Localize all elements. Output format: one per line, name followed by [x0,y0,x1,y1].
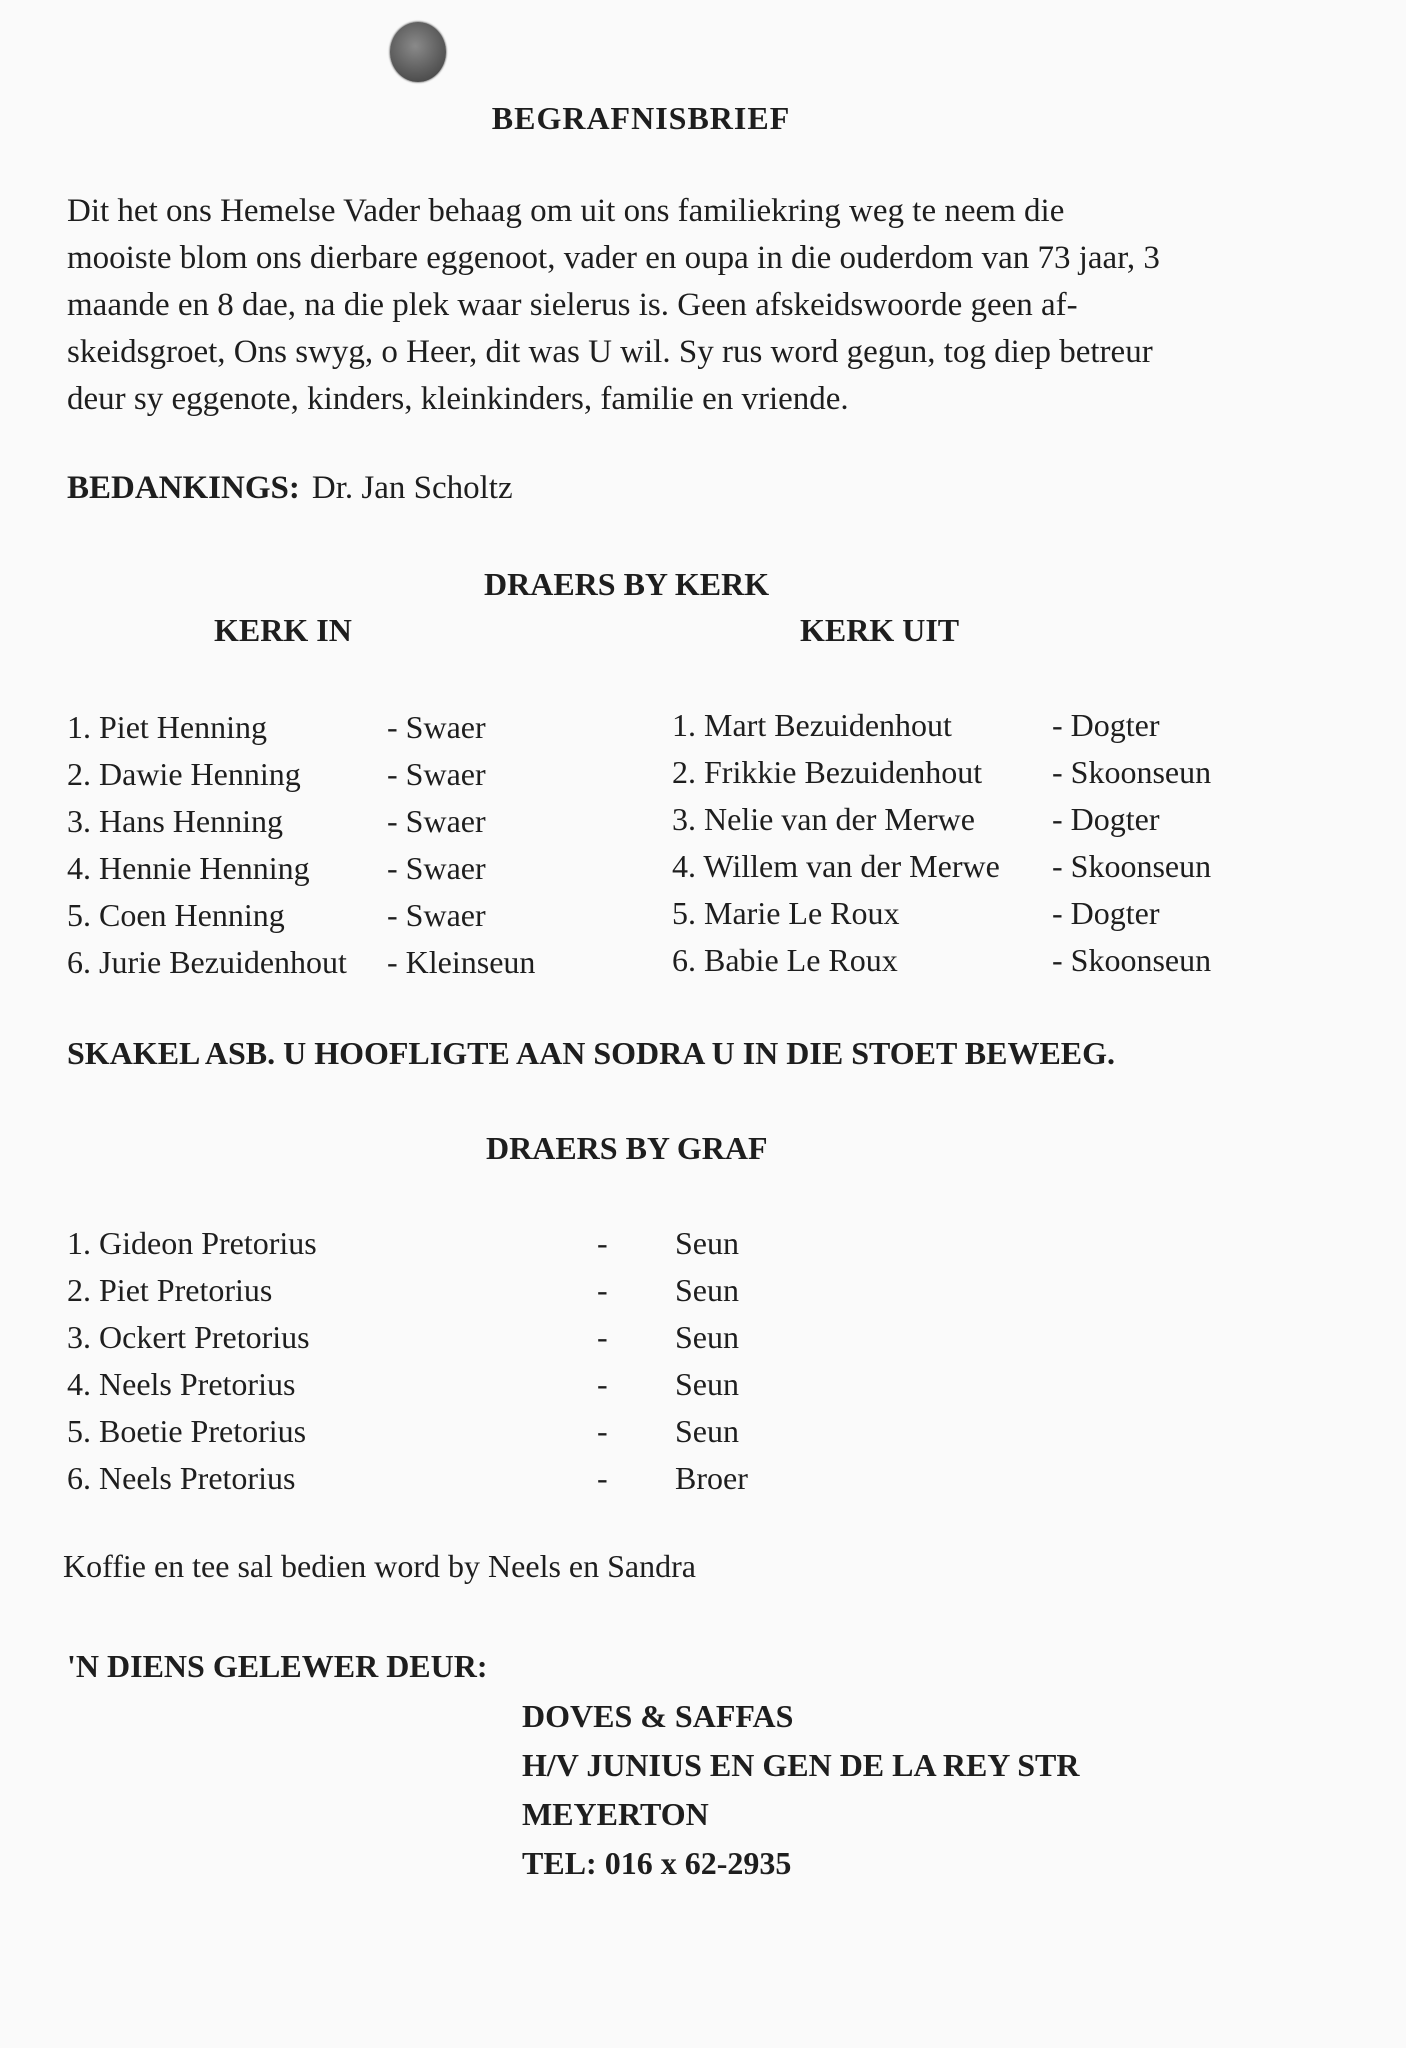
kerk-uit-heading: KERK UIT [800,612,960,648]
bearer-name: 5. Marie Le Roux [672,895,900,931]
bearer-name: 1. Mart Bezuidenhout [672,707,952,743]
bearer-name: 6. Babie Le Roux [672,942,898,978]
intro-paragraph [67,188,1267,423]
list-item [67,1220,827,1267]
list-item [672,702,1292,749]
letter-title: BEGRAFNISBRIEF [491,100,791,136]
bearer-relation: - Skoonseun [1052,754,1212,790]
bearer-relation: - Swaer [387,850,486,886]
kerk-in-list [67,704,627,986]
bearer-relation: - Skoonseun [1052,848,1212,884]
intro-line: deur sy eggenote, kinders, kleinkinders, familie en vriende. [67,381,849,417]
list-item [672,937,1292,984]
list-item [672,890,1292,937]
list-item [67,892,627,939]
graf-list [67,1220,827,1502]
kerk-uit-list [672,702,1292,984]
list-item [67,704,627,751]
list-item [672,843,1292,890]
bearer-name: 1. Piet Henning [67,709,267,745]
list-item [67,1267,827,1314]
service-label: 'N DIENS GELEWER DEUR: [67,1648,488,1684]
bearer-name: 3. Hans Henning [67,803,283,839]
list-item [67,1455,827,1502]
bearer-relation: Seun [675,1272,739,1308]
list-item [67,798,627,845]
bearer-relation: - Kleinseun [387,944,536,980]
intro-line: maande en 8 dae, na die plek waar sielerus is. Geen afskeidswoorde geen af- [67,287,1078,323]
bearer-name: 4. Neels Pretorius [67,1366,296,1402]
headlights-notice: SKAKEL ASB. U HOOFLIGTE AAN SODRA U IN DIE STOET BEWEEG. [67,1035,1116,1071]
bearer-relation: Seun [675,1413,739,1449]
thanks-line [67,470,513,507]
address-line: MEYERTON [522,1796,709,1832]
bearer-dash: - [597,1366,608,1402]
bearer-relation: - Dogter [1052,707,1160,743]
bearer-name: 4. Hennie Henning [67,850,310,886]
list-item [67,845,627,892]
list-item [67,1314,827,1361]
bearer-relation: - Swaer [387,803,486,839]
list-item [67,939,627,986]
intro-line: Dit het ons Hemelse Vader behaag om uit ons familiekring weg te neem die [67,193,1065,229]
bearer-dash: - [597,1319,608,1355]
bearer-relation: Seun [675,1319,739,1355]
list-item [672,749,1292,796]
bearer-relation: - Skoonseun [1052,942,1212,978]
bearer-relation: - Dogter [1052,895,1160,931]
bearer-name: 5. Boetie Pretorius [67,1413,307,1449]
address-line: H/V JUNIUS EN GEN DE LA REY STR [522,1747,1080,1783]
bearer-name: 5. Coen Henning [67,897,285,933]
bearer-name: 2. Dawie Henning [67,756,301,792]
address-line: DOVES & SAFFAS [522,1698,794,1734]
kerk-in-heading: KERK IN [214,612,352,648]
list-item [67,1361,827,1408]
bearer-name: 2. Piet Pretorius [67,1272,273,1308]
list-item [67,751,627,798]
thanks-label: BEDANKINGS: [67,470,300,506]
list-item [67,1408,827,1455]
bearer-relation: - Swaer [387,897,486,933]
bearer-relation: - Dogter [1052,801,1160,837]
graf-heading: DRAERS BY GRAF [486,1130,768,1166]
bearer-name: 6. Jurie Bezuidenhout [67,944,347,980]
bearer-relation: - Swaer [387,709,486,745]
punch-hole [390,22,446,82]
bearer-relation: - Swaer [387,756,486,792]
bearer-relation: Seun [675,1225,739,1261]
bearer-dash: - [597,1272,608,1308]
thanks-value: Dr. Jan Scholtz [311,470,513,506]
refreshments-note: Koffie en tee sal bedien word by Neels en Sandra [63,1548,696,1584]
bearer-name: 3. Ockert Pretorius [67,1319,310,1355]
bearer-name: 4. Willem van der Merwe [672,848,1000,884]
bearer-name: 1. Gideon Pretorius [67,1225,317,1261]
bearer-dash: - [597,1413,608,1449]
list-item [672,796,1292,843]
bearer-name: 3. Nelie van der Merwe [672,801,975,837]
bearer-dash: - [597,1460,608,1496]
intro-line: skeidsgroet, Ons swyg, o Heer, dit was U wil. Sy rus word gegun, tog diep betreur [67,334,1153,370]
address-line: TEL: 016 x 62-2935 [522,1845,792,1881]
bearer-name: 2. Frikkie Bezuidenhout [672,754,983,790]
bearer-relation: Broer [675,1460,748,1496]
kerk-heading: DRAERS BY KERK [484,566,770,602]
bearer-relation: Seun [675,1366,739,1402]
bearer-dash: - [597,1225,608,1261]
intro-line: mooiste blom ons dierbare eggenoot, vader en oupa in die ouderdom van 73 jaar, 3 [67,240,1160,276]
bearer-name: 6. Neels Pretorius [67,1460,296,1496]
undertaker-address [522,1692,1079,1888]
